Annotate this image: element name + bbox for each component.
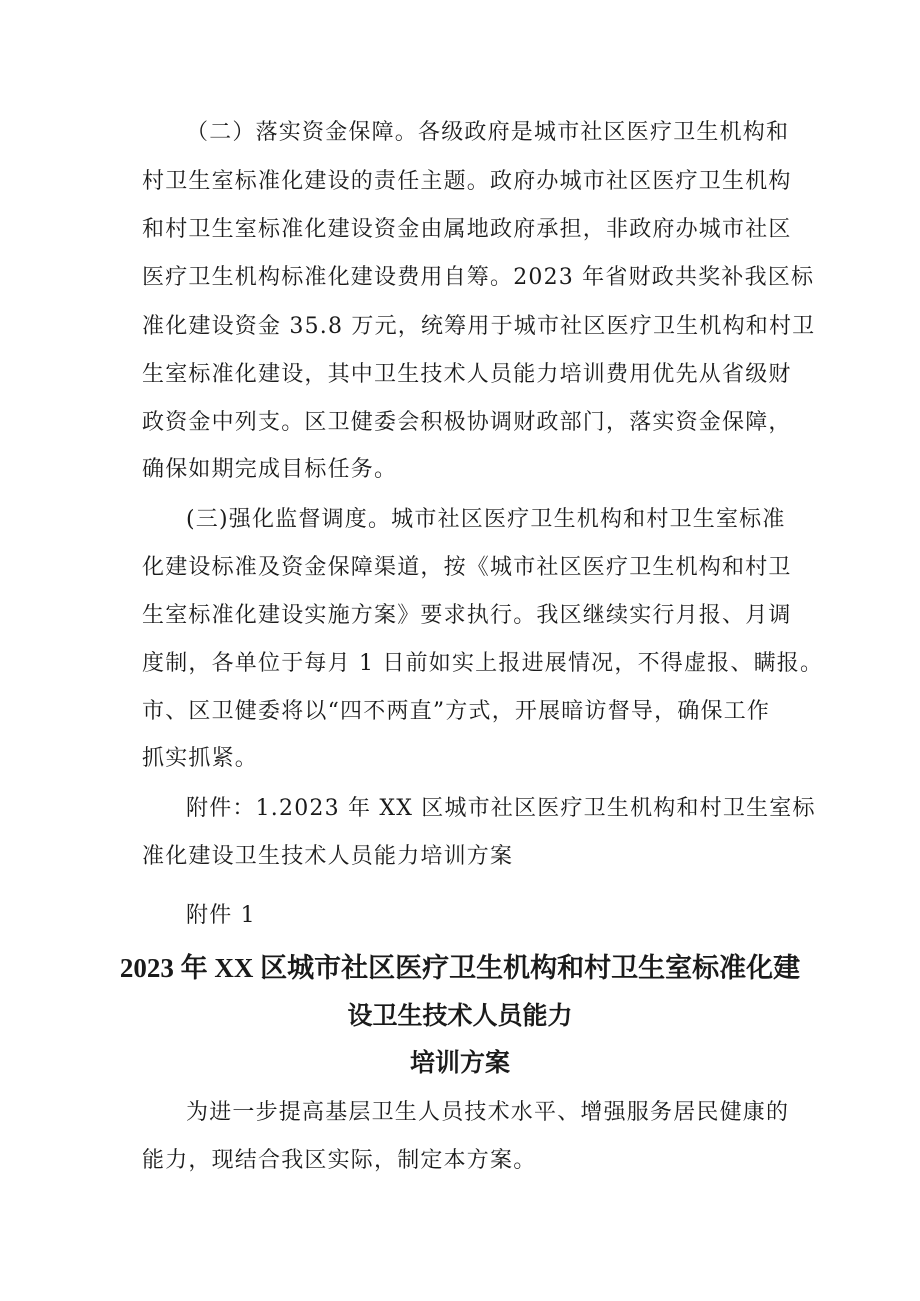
section2-line-5: 准化建设资金 35.8 万元，统筹用于城市社区医疗卫生机构和村卫 <box>142 314 816 339</box>
attachment-label: 附件 1 <box>186 903 256 928</box>
intro-line-2: 能力，现结合我区实际，制定本方案。 <box>142 1148 537 1173</box>
section2-line-2: 村卫生室标准化建设的责任主题。政府办城市社区医疗卫生机构 <box>142 169 792 194</box>
section3-line-3: 生室标准化建设实施方案》要求执行。我区继续实行月报、月调 <box>142 603 792 628</box>
section2-line-8: 确保如期完成目标任务。 <box>142 457 398 482</box>
section3-line-1: (三)强化监督调度。城市社区医疗卫生机构和村卫生室标准 <box>186 507 786 532</box>
section2-line-4: 医疗卫生机构标准化建设费用自筹。2023 年省财政共奖补我区标 <box>142 265 815 290</box>
document-title-line-1: 2023 年 XX 区城市社区医疗卫生机构和村卫生室标准化建 <box>119 953 801 983</box>
document-title-line-2: 设卫生技术人员能力 <box>347 1001 573 1030</box>
intro-line-1: 为进一步提高基层卫生人员技术水平、增强服务居民健康的 <box>186 1100 790 1125</box>
section3-line-6: 抓实抓紧。 <box>142 746 259 771</box>
section3-line-2: 化建设标准及资金保障渠道，按《城市社区医疗卫生机构和村卫 <box>142 555 792 580</box>
section2-line-1: （二）落实资金保障。各级政府是城市社区医疗卫生机构和 <box>186 120 790 145</box>
section3-line-5: 市、区卫健委将以“四不两直”方式，开展暗访督导，确保工作 <box>142 699 771 724</box>
section2-line-3: 和村卫生室标准化建设资金由属地政府承担，非政府办城市社区 <box>142 217 792 242</box>
section2-line-7: 政资金中列支。区卫健委会积极协调财政部门，落实资金保障， <box>142 410 792 435</box>
section2-line-6: 生室标准化建设，其中卫生技术人员能力培训费用优先从省级财 <box>142 362 792 387</box>
document-title-line-3: 培训方案 <box>409 1048 510 1077</box>
attachment-note-line-1: 附件：1.2023 年 XX 区城市社区医疗卫生机构和村卫生室标 <box>186 796 816 821</box>
section3-line-4: 度制，各单位于每月 1 日前如实上报进展情况，不得虚报、瞒报。 <box>142 651 824 676</box>
attachment-note-line-2: 准化建设卫生技术人员能力培训方案 <box>142 844 514 869</box>
